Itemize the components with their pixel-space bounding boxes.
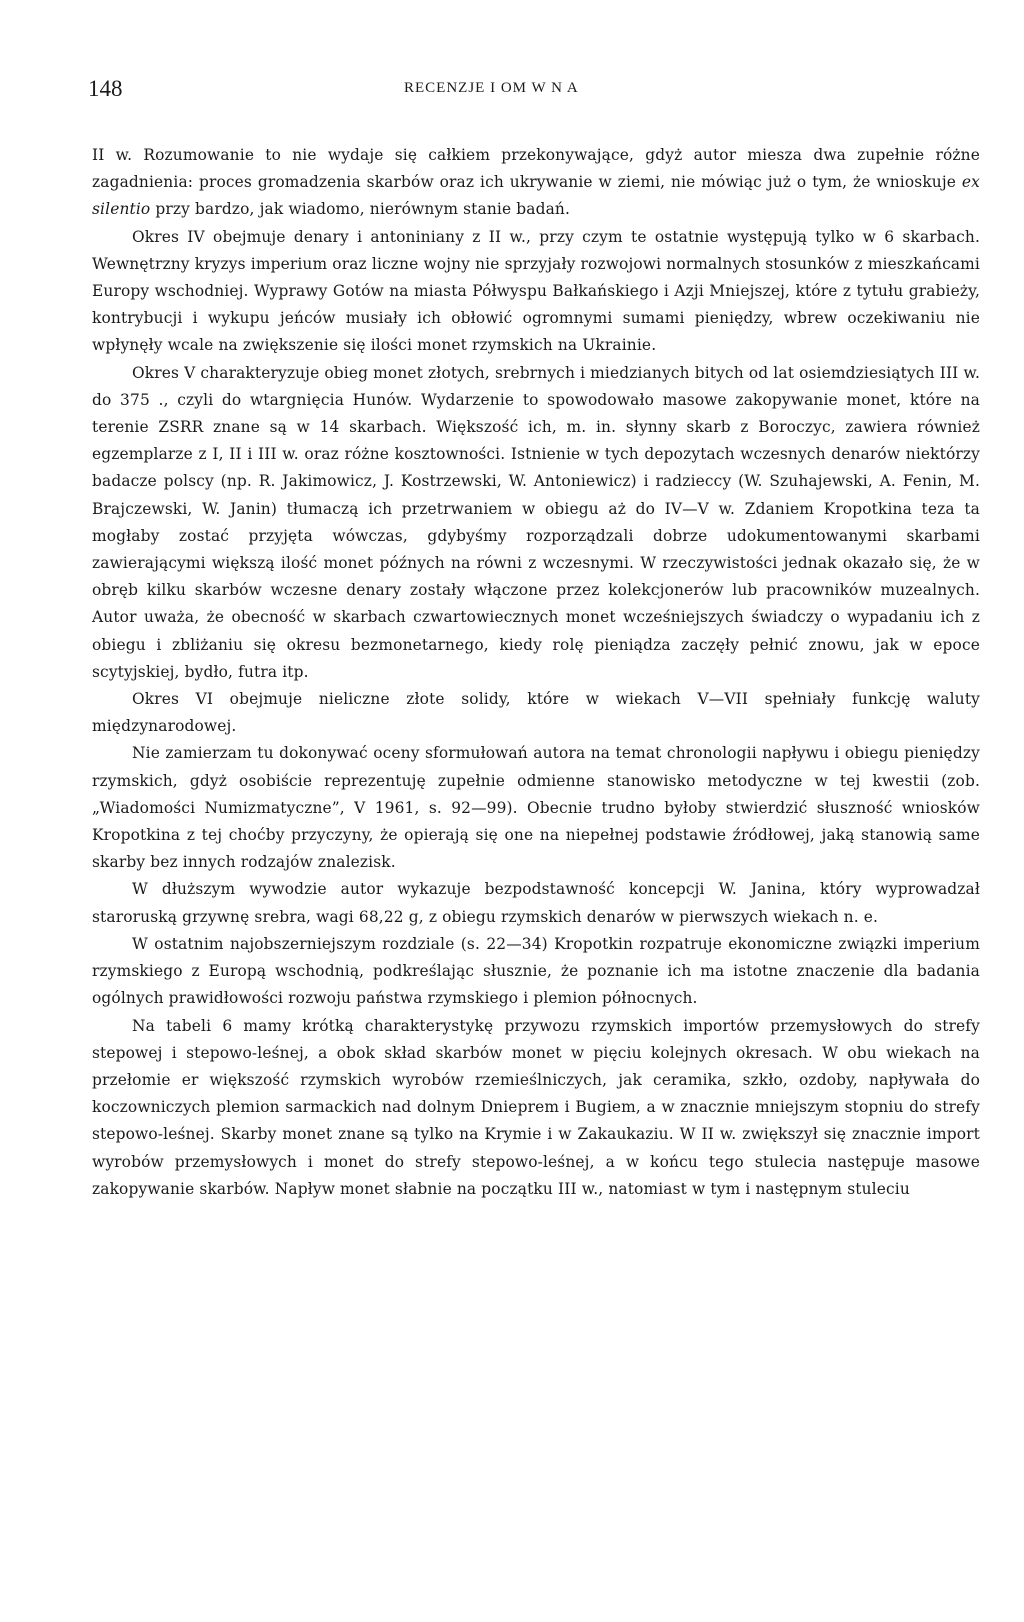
paragraph [92,931,980,1013]
journal-title: RECENZJE I OM W N A [404,80,579,96]
text-run: Okres VI obejmuje nieliczne złote solidy, które w wiekach V—VII spełniały funkcję waluty międzynarodowej. [92,690,980,736]
running-header [88,76,980,102]
text-run: Nie zamierzam tu dokonywać oceny sformułowań autora na temat chronologii napływu i obiegu pieniędzy rzymskich, gdyż osobiście reprezentuję zupełnie odmienne stanowisko metodyczne w tej kwestii (zob. „Wiadomości Numizmatyczne”, V 1961, s. 92—99). Obecnie trudno byłoby stwierdzić słuszność wniosków Kropotkina z tej choćby przyczyny, że opierają się one na niepełnej podstawie źródłowej, jaką stanowią same skarby bez innych rodzajów znalezisk. [92,744,980,872]
paragraph [92,360,980,686]
text-run: Okres IV obejmuje denary i antoniniany z II w., przy czym te ostatnie występują tylko w 6 skarbach. Wewnętrzny kryzys imperium oraz liczne wojny nie sprzyjały rozwojowi normalnych stosunków z mieszkańcami Europy wschodniej. Wyprawy Gotów na miasta Półwyspu Bałkańskiego i Azji Mniejszej, które z tytułu grabieży, kontrybucji i wykupu jeńców musiały ich obłowić ogromnymi sumami pieniędzy, wbrew oczekiwaniu nie wpłynęły wcale na zwiększenie się ilości monet rzymskich na Ukrainie. [92,227,980,355]
text-run: W ostatnim najobszerniejszym rozdziale (s. 22—34) Kropotkin rozpatruje ekonomiczne związki imperium rzymskiego z Europą wschodnią, podkreślając słusznie, że poznanie ich ma istotne znaczenie dla badania ogólnych prawidłowości rozwoju państwa rzymskiego i plemion północnych. [92,934,980,1008]
page-number: 148 [88,76,123,101]
paragraph [92,142,980,224]
text-run: przy bardzo, jak wiadomo, nierównym stanie badań. [150,200,571,219]
paragraph [92,224,980,360]
paragraph [92,876,980,930]
text-run: W dłuższym wywodzie autor wykazuje bezpodstawność koncepcji W. Janina, który wyprowadzał staroruską grzywnę srebra, wagi 68,22 g, z obiegu rzymskich denarów w pierwszych wiekach n. e. [92,880,980,926]
text-run: Okres V charakteryzuje obieg monet złotych, srebrnych i miedzianych bitych od lat osiemdziesiątych III w. do 375 ., czyli do wtargnięcia Hunów. Wydarzenie to spowodowało masowe zakopywanie monet, które na terenie ZSRR znane są w 14 skarbach. Większość ich, m. in. słynny skarb z Boroczyc, zawiera również egzemplarze z I, II i III w. oraz różne kosztowności. Istnienie w tych depozytach wczesnych denarów niektórzy badacze polscy (np. R. Jakimowicz, J. Kostrzewski, W. Antoniewicz) i radzieccy (W. Szuhajewski, A. Fenin, M. Brajczewski, W. Janin) tłumaczą ich przetrwaniem w obiegu aż do IV—V w. Zdaniem Kropotkina teza ta mogłaby zostać przyjęta wówczas, gdybyśmy rozporządzali dobrze udokumentowanymi skarbami zawierającymi większą ilość monet późnych na równi z wczesnymi. W rzeczywistości jednak okazało się, że w obręb kilku skarbów wczesne denary zostały włączone przez kolekcjonerów lub pracowników muzealnych. Autor uważa, że obecność w skarbach czwartowiecznych monet wcześniejszych świadczy o wypadaniu ich z obiegu i zbliżaniu się okresu bezmonetarnego, kiedy rolę pieniądza zaczęły pełnić znowu, jak w epoce scytyjskiej, bydło, futra itp. [92,363,980,681]
text-run: Na tabeli 6 mamy krótką charakterystykę przywozu rzymskich importów przemysłowych do strefy stepowej i stepowo-leśnej, a obok skład skarbów monet w pięciu kolejnych okresach. W obu wiekach na przełomie er większość rzymskich wyrobów rzemieślniczych, jak ceramika, szkło, ozdoby, napływała do koczowniczych plemion sarmackich nad dolnym Dnieprem i Bugiem, a w znacznie mniejszym stopniu do strefy stepowo-leśnej. Skarby monet znane są tylko na Krymie i w Zakaukaziu. W II w. zwiększył się znacznie import wyrobów przemysłowych i monet do strefy stepowo-leśnej, a w końcu tego stulecia następuje masowe zakopywanie skarbów. Napływ monet słabnie na początku III w., natomiast w tym i następnym stuleciu [92,1016,980,1198]
paragraph [92,740,980,876]
paragraph [92,686,980,740]
paragraph [92,1013,980,1203]
italic-phrase: ex silentio [92,173,980,219]
article-body [92,142,980,1203]
text-run: II w. Rozumowanie to nie wydaje się całkiem przekonywające, gdyż autor miesza dwa zupełnie różne zagadnienia: proces gromadzenia skarbów oraz ich ukrywanie w ziemi, nie mówiąc już o tym, że wnioskuje [92,146,980,192]
